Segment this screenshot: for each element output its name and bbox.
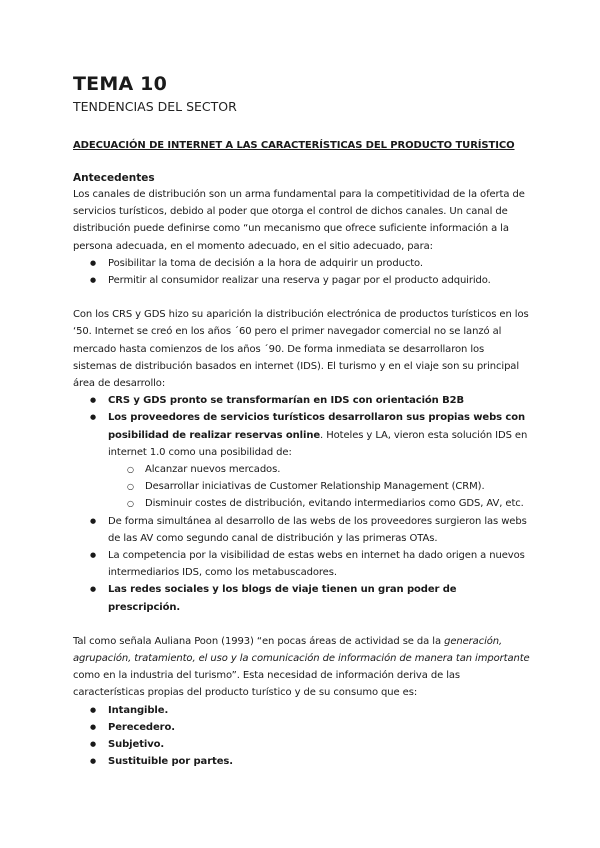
purposes-list (73, 255, 530, 289)
page-subtitle: TENDENCIAS DEL SECTOR (73, 99, 237, 114)
page-title: TEMA 10 (73, 73, 168, 95)
history-paragraph: Con los CRS y GDS hizo su aparición la distribución electrónica de productos turísticos en los ‘50. Internet se creó en los años ´60 pero el primer navegador comercial no se lanzó al mercado hasta comienzos de los años ´90. De forma inmediata se desarrollaron los sistemas de distribución basados en internet (IDS). El turismo y en el viaje son su principal área de desarrollo: (73, 309, 529, 390)
poon-text-end: como en la industria del turismo”. Esta necesidad de información deriva de las características propias del producto turístico y de su consumo que es: (73, 670, 461, 699)
list-item: ● Permitir al consumidor realizar una reserva y pagar por el producto adquirido. (73, 272, 530, 289)
poon-paragraph (73, 633, 530, 702)
development-list (73, 392, 530, 616)
bold-text: Las redes sociales y los blogs de viaje tienen un gran poder de prescripción. (108, 584, 457, 613)
list-item (73, 392, 530, 409)
list-item (73, 702, 530, 719)
list-item: ● La competencia por la visibilidad de estas webs en internet ha dado origen a nuevos intermediarios IDS, como los metabuscadores. (73, 547, 530, 581)
sub-list (108, 461, 530, 513)
list-item: ● De forma simultánea al desarrollo de las webs de los proveedores surgieron las webs de las AV como segundo canal de distribución y las primeras OTAs. (73, 513, 530, 547)
list-item (73, 753, 530, 770)
intro-paragraph: Los canales de distribución son un arma fundamental para la competitividad de la oferta de servicios turísticos, debido al poder que otorga el control de dichos canales. Un canal de distribución puede definirse como “un mecanismo que ofrece suficiente información a la persona adecuada, en el momento adecuado, en el sitio adecuado, para: (73, 189, 525, 252)
bold-text: Subjetivo. (108, 739, 165, 751)
sub-list-item: ○ Desarrollar iniciativas de Customer Relationship Management (CRM). (108, 478, 530, 495)
list-item (73, 581, 530, 615)
list-item: ● Posibilitar la toma de decisión a la hora de adquirir un producto. (73, 255, 530, 272)
sub-list-item: ○ Disminuir costes de distribución, evitando intermediarios como GDS, AV, etc. (108, 495, 530, 512)
bold-text: CRS y GDS pronto se transformarían en IDS con orientación B2B (108, 395, 464, 407)
poon-text-start: Tal como señala Auliana Poon (1993) “en pocas áreas de actividad se da la (73, 635, 445, 647)
antecedentes-heading: Antecedentes (73, 172, 155, 184)
bold-text: Intangible. (108, 704, 169, 716)
bold-text: Perecedero. (108, 721, 175, 733)
bold-text: Sustituible por partes. (108, 756, 233, 768)
list-item (73, 736, 530, 753)
list-item (73, 719, 530, 736)
sub-list-item: ○ Alcanzar nuevos mercados. (108, 461, 530, 478)
poon-italic-quote: generación, agrupación, tratamiento, el uso y la comunicación de información de manera tan importante (73, 635, 530, 665)
list-item (73, 409, 530, 512)
traits-list (73, 702, 530, 771)
list-item-text: . Hoteles y LA, vieron esta solución IDS en internet 1.0 como una posibilidad de: (108, 429, 528, 458)
section-heading: ADECUACIÓN DE INTERNET A LAS CARACTERÍSTICAS DEL PRODUCTO TURÍSTICO (73, 140, 515, 151)
bold-text: Los proveedores de servicios turísticos desarrollaron sus propias webs con posibilidad de realizar reservas online (108, 412, 525, 441)
